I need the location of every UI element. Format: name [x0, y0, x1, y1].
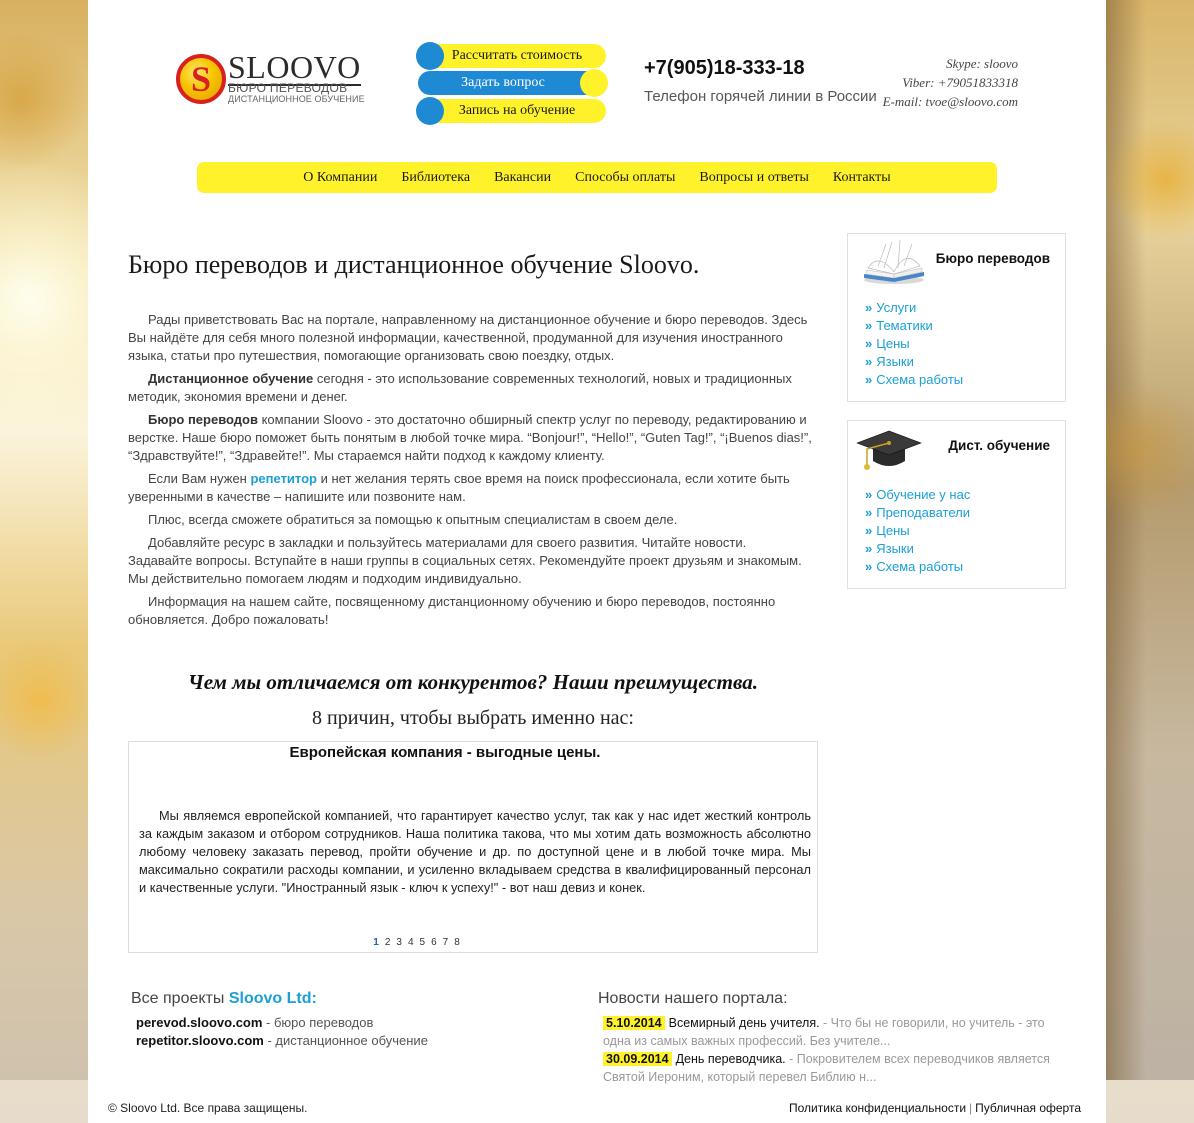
news-date: 30.09.2014	[603, 1052, 672, 1066]
sidebar-item-label: Тематики	[876, 318, 933, 333]
pill-dot-icon	[580, 69, 608, 97]
sidebar-translation-list	[865, 299, 963, 389]
bullet-icon: »	[865, 505, 873, 520]
intro-span: Если Вам нужен	[148, 471, 251, 486]
background-autumn-right	[1106, 0, 1194, 1080]
sidebar-item-label: Языки	[876, 541, 914, 556]
sidebar-item-topics[interactable]	[865, 317, 963, 335]
intro-span: сегодня - это использование современных технологий, новых и традиционных методик, экономия времени и денег.	[128, 371, 792, 404]
sidebar-item-label: Схема работы	[876, 559, 964, 574]
sidebar-item-prices[interactable]	[865, 335, 963, 353]
graduation-cap-icon	[853, 425, 925, 475]
intro-paragraph: Информация на нашем сайте, посвященному дистанционному обучению и бюро переводов, постоянно обновляется. Добро пожаловать!	[128, 594, 776, 627]
hotline-caption: Телефон горячей линии в России	[644, 88, 877, 105]
pill-dot-icon	[416, 97, 444, 125]
advantages-slider	[128, 741, 818, 953]
legal-links	[789, 1101, 1081, 1115]
sidebar-item-label: Обучение у нас	[876, 487, 971, 502]
pager-page-1[interactable]: 1	[373, 937, 379, 948]
news-date: 5.10.2014	[603, 1016, 665, 1030]
intro-paragraph	[128, 411, 813, 465]
sidebar-item-workflow[interactable]	[865, 558, 970, 576]
intro-paragraph: Добавляйте ресурс в закладки и пользуйтесь материалами для своего развития. Читайте новости. Задавайте вопросы. Вступайте в наши группы в социальных сетях. Рекомендуйте проект друзьям и знакомым. Мы действительно помогаем людям и подходим индивидуально.	[128, 535, 802, 586]
intro-span: и нет желания терять свое время на поиск профессионала, если хотите быть уверенными в качестве – напишите или позвоните нам.	[128, 471, 790, 504]
ask-question-label: Задать вопрос	[461, 75, 545, 90]
sidebar-item-study[interactable]	[865, 486, 970, 504]
intro-paragraph: Плюс, всегда сможете обратиться за помощью к опытным специалистам в своем деле.	[148, 512, 678, 527]
nav-vacancies[interactable]: Вакансии	[494, 169, 552, 185]
project-link[interactable]: repetitor.sloovo.com	[136, 1033, 264, 1048]
intro-text	[128, 311, 813, 634]
sidebar-item-label: Услуги	[876, 300, 917, 315]
news-item	[603, 1050, 1073, 1086]
pager-page-2[interactable]: 2	[384, 937, 391, 948]
sidebar-item-label: Схема работы	[876, 372, 964, 387]
intro-paragraph: Рады приветствовать Вас на портале, направленному на дистанционное обучение и бюро переводов. Здесь Вы найдёте для себя много полезной информации, качественной, продуманной для изучения иностранного языка, статьи про путешествия, помогающие организовать свою поездку, отдых.	[128, 312, 808, 363]
slider-pager	[129, 937, 704, 948]
news-excerpt: - Что бы не говорили, но учитель - это одна из самых важных профессий. Без учителе...	[603, 1016, 1045, 1048]
pager-page-5[interactable]: 5	[419, 937, 426, 948]
news-item	[603, 1014, 1073, 1050]
contact-info	[860, 54, 1018, 111]
pager-page-6[interactable]: 6	[431, 937, 437, 948]
bullet-icon: »	[865, 336, 873, 351]
pager-page-4[interactable]: 4	[407, 937, 414, 948]
nav-faq[interactable]: Вопросы и ответы	[699, 169, 809, 185]
pager-page-3[interactable]: 3	[396, 937, 402, 948]
sidebar-item-label: Языки	[876, 354, 914, 369]
tutor-link[interactable]: репетитор	[250, 471, 318, 486]
projects-title	[131, 990, 317, 1008]
intro-paragraph	[128, 470, 813, 506]
calculate-cost-button[interactable]	[418, 44, 606, 68]
public-offer-link[interactable]: Публичная оферта	[975, 1101, 1082, 1115]
pager-page-7[interactable]: 7	[442, 937, 449, 948]
email-contact[interactable]: E-mail: tvoe@sloovo.com	[882, 94, 1018, 109]
enroll-training-label: Запись на обучение	[458, 103, 576, 118]
sidebar-translation-title: Бюро переводов	[935, 251, 1050, 266]
project-desc: - бюро переводов	[262, 1015, 374, 1030]
enroll-training-button[interactable]	[418, 99, 606, 123]
projects-title-text: Все проекты	[131, 990, 229, 1007]
sidebar-item-services[interactable]	[865, 299, 963, 317]
main-navigation	[197, 162, 997, 193]
logo-subtitle-translation: БЮРО ПЕРЕВОДОВ	[228, 81, 348, 95]
sidebar-item-languages[interactable]	[865, 540, 970, 558]
intro-bold: Бюро переводов	[148, 412, 258, 427]
logo-wordmark: SLOOVO	[228, 49, 361, 85]
project-link[interactable]: perevod.sloovo.com	[136, 1015, 263, 1030]
sidebar-item-label: Преподаватели	[876, 505, 970, 520]
news-excerpt: - Покровителем всех переводчиков является Святой Иероним, который перевел Библию н...	[603, 1052, 1050, 1084]
viber-contact[interactable]: Viber: +79051833318	[902, 75, 1018, 90]
calculate-cost-label: Рассчитать стоимость	[451, 48, 583, 63]
nav-about[interactable]: О Компании	[303, 169, 378, 185]
logo-letter: S	[190, 59, 212, 99]
news-headline[interactable]: Всемирный день учителя.	[668, 1016, 820, 1030]
intro-span: компании Sloovo - это достаточно обширный спектр услуг по переводу, редактированию и верстке. Наше бюро поможет быть понятым в любой точке мира. “Bonjour!”, “Hello!”, “Guten Tag!”, “¡Buenos dias!”, “Здравствуйте!”, “Здравейте!”. Мы стараемся найти подход к каждому клиенту.	[128, 412, 812, 463]
site-logo[interactable]	[176, 49, 366, 108]
project-item	[136, 1015, 373, 1030]
nav-payment[interactable]: Способы оплаты	[575, 169, 676, 185]
logo-subtitle-learning: ДИСТАНЦИОННОЕ ОБУЧЕНИЕ	[228, 94, 365, 104]
sidebar-learning-list	[865, 486, 970, 576]
nav-library[interactable]: Библиотека	[401, 169, 471, 185]
sidebar-learning-box	[847, 420, 1066, 589]
projects-brand: Sloovo Ltd:	[228, 990, 317, 1007]
news-headline[interactable]: День переводчика.	[675, 1052, 786, 1066]
bullet-icon: »	[865, 318, 873, 333]
open-book-icon	[858, 238, 930, 286]
bullet-icon: »	[865, 559, 873, 574]
bullet-icon: »	[865, 523, 873, 538]
bullet-icon: »	[865, 541, 873, 556]
ask-question-button[interactable]	[418, 71, 606, 95]
project-desc: - дистанционное обучение	[263, 1033, 428, 1048]
slide-text: Мы являемся европейской компанией, что гарантирует качество услуг, так как у нас идет жесткий контроль за каждым заказом и отбором сотрудников. Наша политика такова, что мы хотим дать возможность абсолютно любому человеку заказать перевод, пройти обучение и др. по доступной цене и в любой точке мира. Мы максимально сократили расходы компании, и усиленно вкладываем средства в квалифицированный персонал и качественные услуги. "Иностранный язык - ключ к успеху!" - вот наш девиз и конек.	[139, 808, 811, 895]
slide-title: Европейская компания - выгодные цены.	[289, 744, 601, 761]
advantages-subtitle: 8 причин, чтобы выбрать именно нас:	[312, 707, 634, 729]
sidebar-item-label: Цены	[876, 523, 910, 538]
privacy-link[interactable]: Политика конфиденциальности	[789, 1101, 967, 1115]
advantages-title: Чем мы отличаемся от конкурентов? Наши преимущества.	[187, 670, 758, 694]
news-title: Новости нашего портала:	[598, 990, 788, 1007]
sidebar-item-teachers[interactable]	[865, 504, 970, 522]
logo-s-icon	[176, 54, 226, 104]
project-item	[136, 1033, 428, 1048]
legal-separator: |	[969, 1101, 973, 1115]
nav-contacts[interactable]: Контакты	[832, 169, 891, 185]
sidebar-item-languages[interactable]	[865, 353, 963, 371]
background-autumn-left	[0, 0, 88, 1080]
intro-paragraph	[128, 370, 813, 406]
copyright: © Sloovo Ltd. Все права защищены.	[108, 1101, 308, 1115]
bullet-icon: »	[865, 372, 873, 387]
pager-page-8[interactable]: 8	[454, 937, 460, 948]
sidebar-translation-box	[847, 233, 1066, 402]
bullet-icon: »	[865, 354, 873, 369]
bullet-icon: »	[865, 300, 873, 315]
hotline-phone[interactable]: +7(905)18-333-18	[644, 57, 805, 79]
bullet-icon: »	[865, 487, 873, 502]
sidebar-item-prices[interactable]	[865, 522, 970, 540]
sidebar-item-label: Цены	[876, 336, 910, 351]
pill-dot-icon	[416, 42, 444, 70]
sidebar-item-workflow[interactable]	[865, 371, 963, 389]
skype-contact[interactable]: Skype: sloovo	[946, 56, 1018, 71]
sidebar-learning-title: Дист. обучение	[948, 438, 1050, 453]
page-title: Бюро переводов и дистанционное обучение Sloovo.	[128, 250, 700, 279]
intro-bold: Дистанционное обучение	[148, 371, 314, 386]
